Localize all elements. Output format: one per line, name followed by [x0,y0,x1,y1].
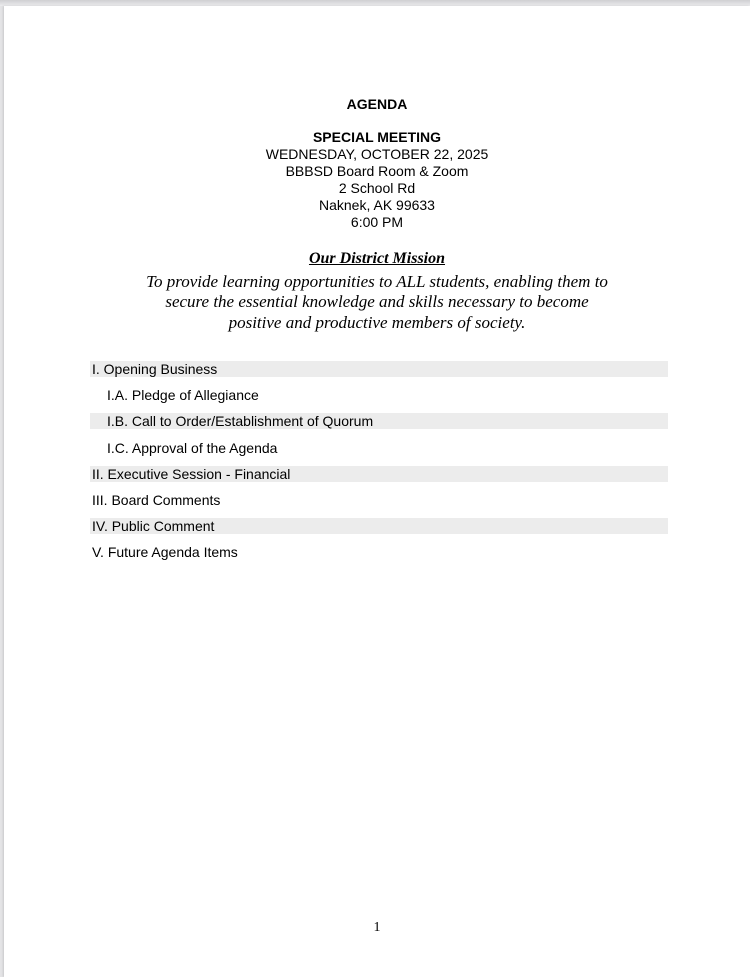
district-mission [4,249,750,333]
mission-text-line1: To provide learning opportunities to ALL students, enabling them to [146,271,608,291]
meeting-date: WEDNESDAY, OCTOBER 22, 2025 [265,146,489,162]
mission-title: Our District Mission [308,250,446,267]
agenda-item-board-comments: III. Board Comments [92,491,221,508]
meeting-address-line1: 2 School Rd [338,180,416,196]
document-page[interactable] [4,6,750,977]
agenda-item-future-items: V. Future Agenda Items [92,544,238,561]
agenda-item-executive-session: II. Executive Session - Financial [90,466,668,482]
agenda-heading: AGENDA [346,96,408,112]
agenda-item-approval: I.C. Approval of the Agenda [107,439,278,456]
mission-text-line2: secure the essential knowledge and skills necessary to become [165,292,589,311]
meeting-location: BBBSD Board Room & Zoom [285,163,469,179]
agenda-item-public-comment: IV. Public Comment [90,518,668,534]
agenda-items-list [90,361,668,571]
agenda-item-pledge: I.A. Pledge of Allegiance [107,387,259,404]
meeting-details [4,129,750,231]
agenda-item-call-to-order: I.B. Call to Order/Establishment of Quorum [90,413,668,429]
meeting-type: SPECIAL MEETING [312,129,442,145]
mission-text-line3: positive and productive members of society. [228,312,526,332]
meeting-time: 6:00 PM [350,214,404,230]
page-number: 1 [373,920,381,935]
agenda-item-opening-business: I. Opening Business [90,361,668,377]
meeting-address-line2: Naknek, AK 99633 [319,197,435,213]
